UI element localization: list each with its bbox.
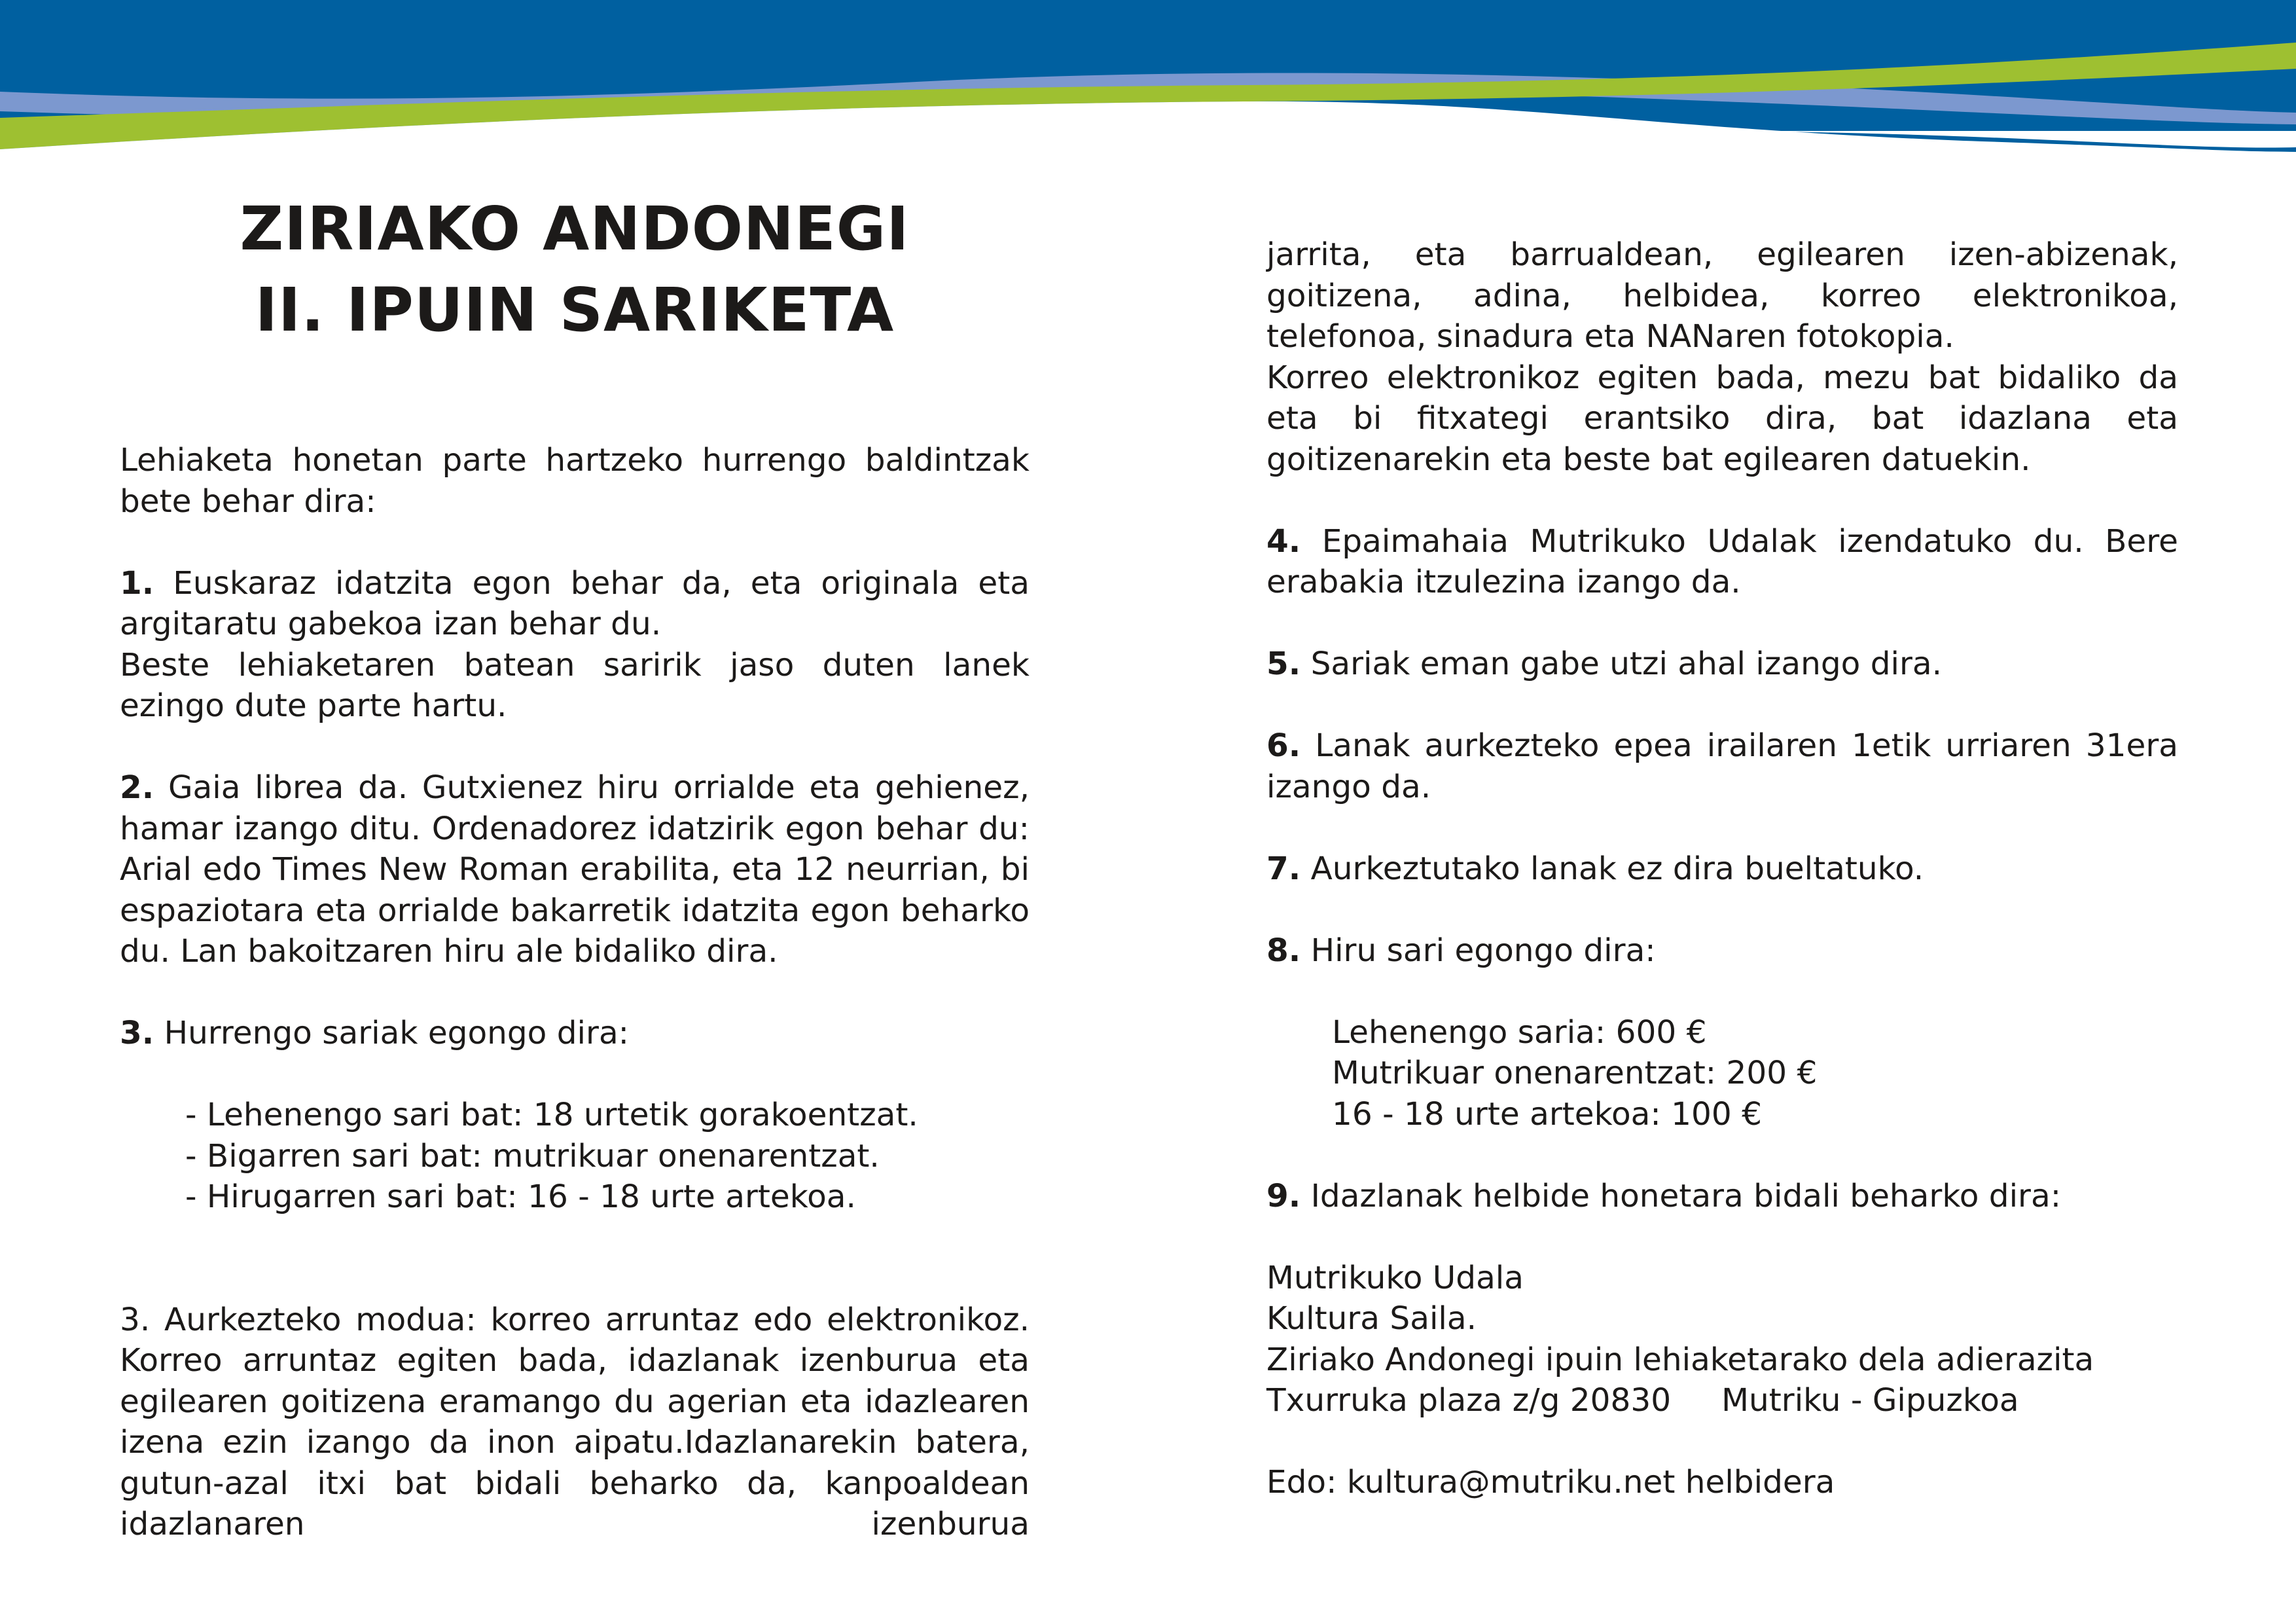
email-line: Edo: kultura@mutriku.net helbidera	[1266, 1464, 1835, 1501]
prize-category-item: - Lehenengo sari bat: 18 urtetik gorakoentzat.	[185, 1097, 918, 1133]
rule-6-number: 6.	[1266, 727, 1301, 764]
rule-6-text: Lanak aurkezteko epea irailaren 1etik urriaren 31era izango da.	[1266, 727, 2178, 805]
rule-7-text: Aurkeztutako lanak ez dira bueltatuko.	[1310, 850, 1924, 887]
rule-1	[120, 563, 1030, 645]
rule-2-text: Gaia librea da. Gutxienez hiru orrialde eta gehienez, hamar izango ditu. Ordenadorez idatzirik egon behar du: Arial edo Times New Roman erabilita, eta 12 neurrian, bi espaziotara eta orrialde bakarretik idatzita egon beharko du. Lan bakoitzaren hiru ale bidaliko dira.	[120, 769, 1030, 970]
postal-address	[1266, 1258, 2178, 1421]
rule-2	[120, 767, 1030, 972]
rule-1-text: Euskaraz idatzita egon behar da, eta originala eta argitaratu gabekoa izan behar du.	[120, 564, 1030, 642]
rule-3b-submission: 3. Aurkezteko modua: korreo arruntaz edo elektronikoz. Korreo arruntaz egiten bada, idazlanak izenburua eta egilearen goitizena eramango du agerian eta idazlearen izena ezin izango da inon aipatu.Idazlanarekin batera, gutun-azal itxi bat bidali beharko da, kanpoaldean idazlanaren izenburua	[120, 1301, 1030, 1542]
rule-8-number: 8.	[1266, 932, 1301, 969]
title-line-2: II. IPUIN SARIKETA	[255, 275, 895, 345]
rule-9-number: 9.	[1266, 1177, 1301, 1214]
submission-email-rules: Korreo elektronikoz egiten bada, mezu bat bidaliko da eta bi fitxategi erantsiko dira, bat idazlana eta goitizenarekin eta beste bat egilearen datuekin.	[1266, 359, 2178, 478]
rule-9	[1266, 1176, 2178, 1217]
prize-amount-list	[1266, 1012, 2178, 1135]
prize-amount-item: 16 - 18 urte artekoa: 100 €	[1332, 1095, 1762, 1133]
rule-3-number: 3.	[120, 1015, 154, 1051]
rule-7-number: 7.	[1266, 850, 1301, 887]
rule-7	[1266, 848, 2178, 890]
rule-5	[1266, 644, 2178, 685]
page-title	[120, 189, 1030, 351]
rule-1-text-2: Beste lehiaketaren batean saririk jaso duten lanek ezingo dute parte hartu.	[120, 646, 1030, 724]
rule-5-number: 5.	[1266, 646, 1301, 682]
prize-amount-item: Lehenengo saria: 600 €	[1332, 1013, 1707, 1051]
rule-4-number: 4.	[1266, 522, 1301, 560]
rule-3-text: Hurrengo sariak egongo dira:	[164, 1015, 630, 1051]
rule-4	[1266, 521, 2178, 603]
rule-6	[1266, 725, 2178, 807]
prize-category-list	[120, 1095, 1030, 1218]
address-line: Kultura Saila.	[1266, 1300, 1477, 1337]
right-column	[1266, 234, 2178, 1503]
rule-2-number: 2.	[120, 769, 154, 806]
title-line-1: ZIRIAKO ANDONEGI	[240, 194, 910, 264]
rule-1-number: 1.	[120, 564, 154, 602]
rule-8	[1266, 930, 2178, 972]
rule-4-text: Epaimahaia Mutrikuko Udalak izendatuko du. Bere erabakia itzulezina izango da.	[1266, 522, 2178, 600]
intro-paragraph: Lehiaketa honetan parte hartzeko hurrengo baldintzak bete behar dira:	[120, 442, 1030, 520]
rule-5-text: Sariak eman gabe utzi ahal izango dira.	[1310, 646, 1943, 682]
rule-3	[120, 1013, 1030, 1054]
address-line: Txurruka plaza z/g 20830 Mutriku - Gipuzkoa	[1266, 1382, 2019, 1419]
prize-category-item: - Bigarren sari bat: mutrikuar onenarentzat.	[185, 1137, 880, 1175]
rule-8-text: Hiru sari egongo dira:	[1310, 932, 1656, 969]
submission-continued: jarrita, eta barrualdean, egilearen izen-abizenak, goitizena, adina, helbidea, korreo elektronikoa, telefonoa, sinadura eta NANaren fotokopia.	[1266, 236, 2178, 355]
left-column	[120, 440, 1030, 1545]
rule-9-text: Idazlanak helbide honetara bidali beharko dira:	[1310, 1177, 2062, 1214]
prize-amount-item: Mutrikuar onenarentzat: 200 €	[1332, 1055, 1818, 1091]
address-line: Ziriako Andonegi ipuin lehiaketarako dela adierazita	[1266, 1341, 2094, 1378]
prize-category-item: - Hirugarren sari bat: 16 - 18 urte artekoa.	[185, 1178, 856, 1215]
address-line: Mutrikuko Udala	[1266, 1259, 1524, 1296]
wave-banner	[0, 0, 2296, 157]
